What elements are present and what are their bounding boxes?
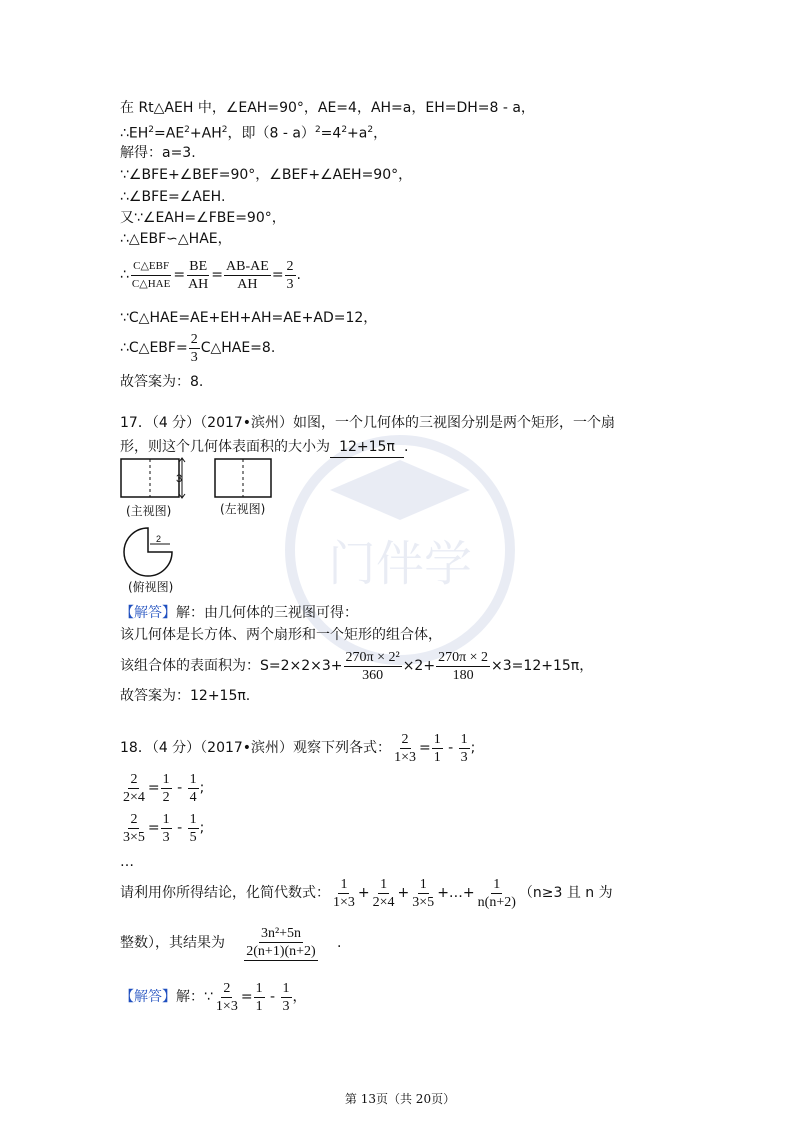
solution-tag: 【解答】 [120,605,176,621]
left-view-figure [212,456,274,500]
dimension-label: 2 [156,534,162,544]
caption-front-view: (主视图) [126,504,172,518]
text-line: 在 Rt△AEH 中，∠EAH=90°，AE=4，AH=a，EH=DH=8 - a， [120,100,535,116]
question-18-stem: 请利用你所得结论，化简代数式： $\frac{1}{1\times 3}$ + $\frac{1}{2\times 4}$ + $\frac{1}{3\times 5}$ +…+ $\frac{1}{n(n+2)}$ （n≥3 且 n 为 [120,876,613,910]
solution-tag: 【解答】 [120,989,176,1005]
text-line: ∵C△HAE=AE+EH+AH=AE+AD=12， [120,310,378,326]
text-line: 解得：a=3. [120,145,196,161]
fraction: $\frac{AB-AE}{AH}$ [226,258,269,292]
fraction: $\frac{2}{3}$ [190,331,198,365]
text-line: ∵∠BFE+∠BEF=90°，∠BEF+∠AEH=90°， [120,167,413,183]
text-line: ∴∠BFE=∠AEH. [120,189,226,205]
dimension-label: 3 [176,473,183,485]
page-footer: 第 13页（共 20页） [344,1092,456,1106]
caption-left-view: (左视图) [220,502,266,516]
question-18-stem: 18．（4 分）（2017•滨州）观察下列各式： $\frac{2}{1\times 3}$ = $\frac{1}{1}$ - $\frac{1}{3}$ ; [120,731,476,765]
equation-line: $\frac{2}{2\times 4}$ = $\frac{1}{2}$ - $\frac{1}{4}$ ; [123,771,205,805]
text-line: 故答案为：12+15π. [120,688,251,704]
question-17-stem: 形，则这个几何体表面积的大小为 12+15π . [120,437,408,458]
answer-blank: 12+15π [330,437,404,458]
ellipsis: … [120,854,134,870]
text-line: $\therefore EH^2=AE^2+AH^2$，即$(8 - a)^2=4^2+a^2$， [120,125,388,142]
solution-17: 【解答】解：由几何体的三视图可得： [120,605,358,621]
question-18-stem: 整数），其结果为 $\frac{\text{3n²+5n}}{2(n+1)(n+2)}$ . [120,926,342,959]
top-view-figure [120,524,180,580]
front-view-figure [118,456,190,500]
text-line: 又∵∠EAH=∠FBE=90°， [120,210,286,226]
watermark-text: 门伴学 [327,536,473,592]
solution-18: 【解答】解：∵ $\frac{2}{1\times 3}$ = $\frac{1}{1}$ - $\frac{1}{3}$ ， [120,980,307,1014]
text-line: 该组合体的表面积为：S=2×2×3+ $\frac{\text{270π × 2²}}{360}$ ×2+ $\frac{270\pi \times 2}{180}$ ×3=12+15π， [120,649,594,683]
text-line: 该几何体是长方体、两个扇形和一个矩形的组合体， [120,627,442,643]
answer-blank: $\frac{\text{3n²+5n}}{2(n+1)(n+2)}$ [246,926,316,959]
fraction: $\frac{270\pi \times 2}{180}$ [438,649,489,683]
question-17-stem: 17．（4 分）（2017•滨州）如图，一个几何体的三视图分别是两个矩形，一个扇 [120,415,616,431]
fraction: $\frac{BE}{AH}$ [188,258,209,292]
text-line: 故答案为：8. [120,374,204,390]
fraction: $\frac{2}{3}$ [286,258,294,292]
fraction: $\frac{\text{270π × 2²}}{360}$ [345,649,400,683]
equation-line: $\frac{2}{3\times 5}$ = $\frac{1}{3}$ - $\frac{1}{5}$ ; [123,811,205,845]
caption-top-view: (俯视图) [128,580,174,594]
text-line: ∴△EBF∽△HAE， [120,231,232,247]
fraction: $\frac{\text{C△EBF}}{\text{C△HAE}}$ [131,259,171,290]
ratio-line: ∴ $\frac{\text{C△EBF}}{\text{C△HAE}}$ = $\frac{BE}{AH}$ = $\frac{AB-AE}{AH}$ = $\frac{2}{3}$ . [120,258,301,292]
text-line: ∴C△EBF= $\frac{2}{3}$ C△HAE=8. [120,331,276,365]
